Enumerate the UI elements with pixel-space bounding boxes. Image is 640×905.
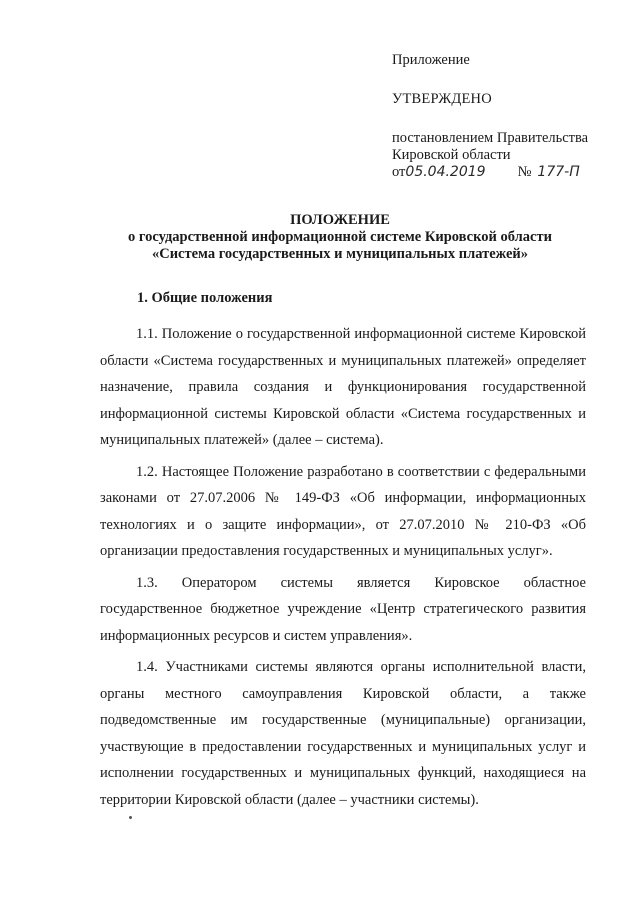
paragraph-1-3: 1.3. Оператором системы является Кировское областное государственное бюджетное учреждение «Центр стратегического развития информационных ресурсов и систем управления». bbox=[100, 574, 586, 644]
decree-line-1: постановлением Правительства bbox=[392, 130, 589, 146]
decree-date-number bbox=[392, 164, 622, 181]
decree-line-2: Кировской области bbox=[392, 147, 511, 163]
annex-label: Приложение bbox=[392, 52, 470, 68]
title-line-1: ПОЛОЖЕНИЕ bbox=[290, 212, 390, 228]
paragraph-1-4: 1.4. Участниками системы являются органы исполнительной власти, органы местного самоуправления Кировской области, а также подведомственные им государственные (муниципальные) организации, участвующие в предоставлении государственных и муниципальных услуг и исполнении государственных и муниципальных функций, находящиеся на территории Кировской области (далее – участники системы). bbox=[100, 659, 586, 808]
document-title bbox=[100, 212, 580, 263]
title-line-2: о государственной информационной системе Кировской области bbox=[128, 229, 552, 245]
number-value-handwritten: 177-П bbox=[537, 164, 580, 180]
paragraph-1-1: 1.1. Положение о государственной информационной системе Кировской области «Система государственных и муниципальных платежей» определяет назначение, правила создания и функционирования государственной информационной системы Кировской области «Система государственных и муниципальных платежей» (далее – система). bbox=[100, 326, 586, 448]
date-value-handwritten: 05.04.2019 bbox=[405, 164, 486, 180]
section-body bbox=[100, 321, 586, 813]
section-heading: 1. Общие положения bbox=[137, 290, 273, 306]
title-line-3: «Система государственных и муниципальных платежей» bbox=[151, 246, 529, 262]
approved-stamp-text: УТВЕРЖДЕНО bbox=[392, 91, 492, 107]
approval-block bbox=[392, 52, 622, 181]
number-prefix: № bbox=[517, 164, 532, 180]
scan-speck bbox=[129, 816, 132, 819]
date-prefix: от bbox=[392, 164, 406, 180]
paragraph-1-2: 1.2. Настоящее Положение разработано в соответствии с федеральными законами от 27.07.2006 № 149-ФЗ «Об информации, информационных технологиях и о защите информации», от 27.07.2010 № 210-ФЗ «Об организации предоставления государственных и муниципальных услуг». bbox=[100, 463, 586, 559]
